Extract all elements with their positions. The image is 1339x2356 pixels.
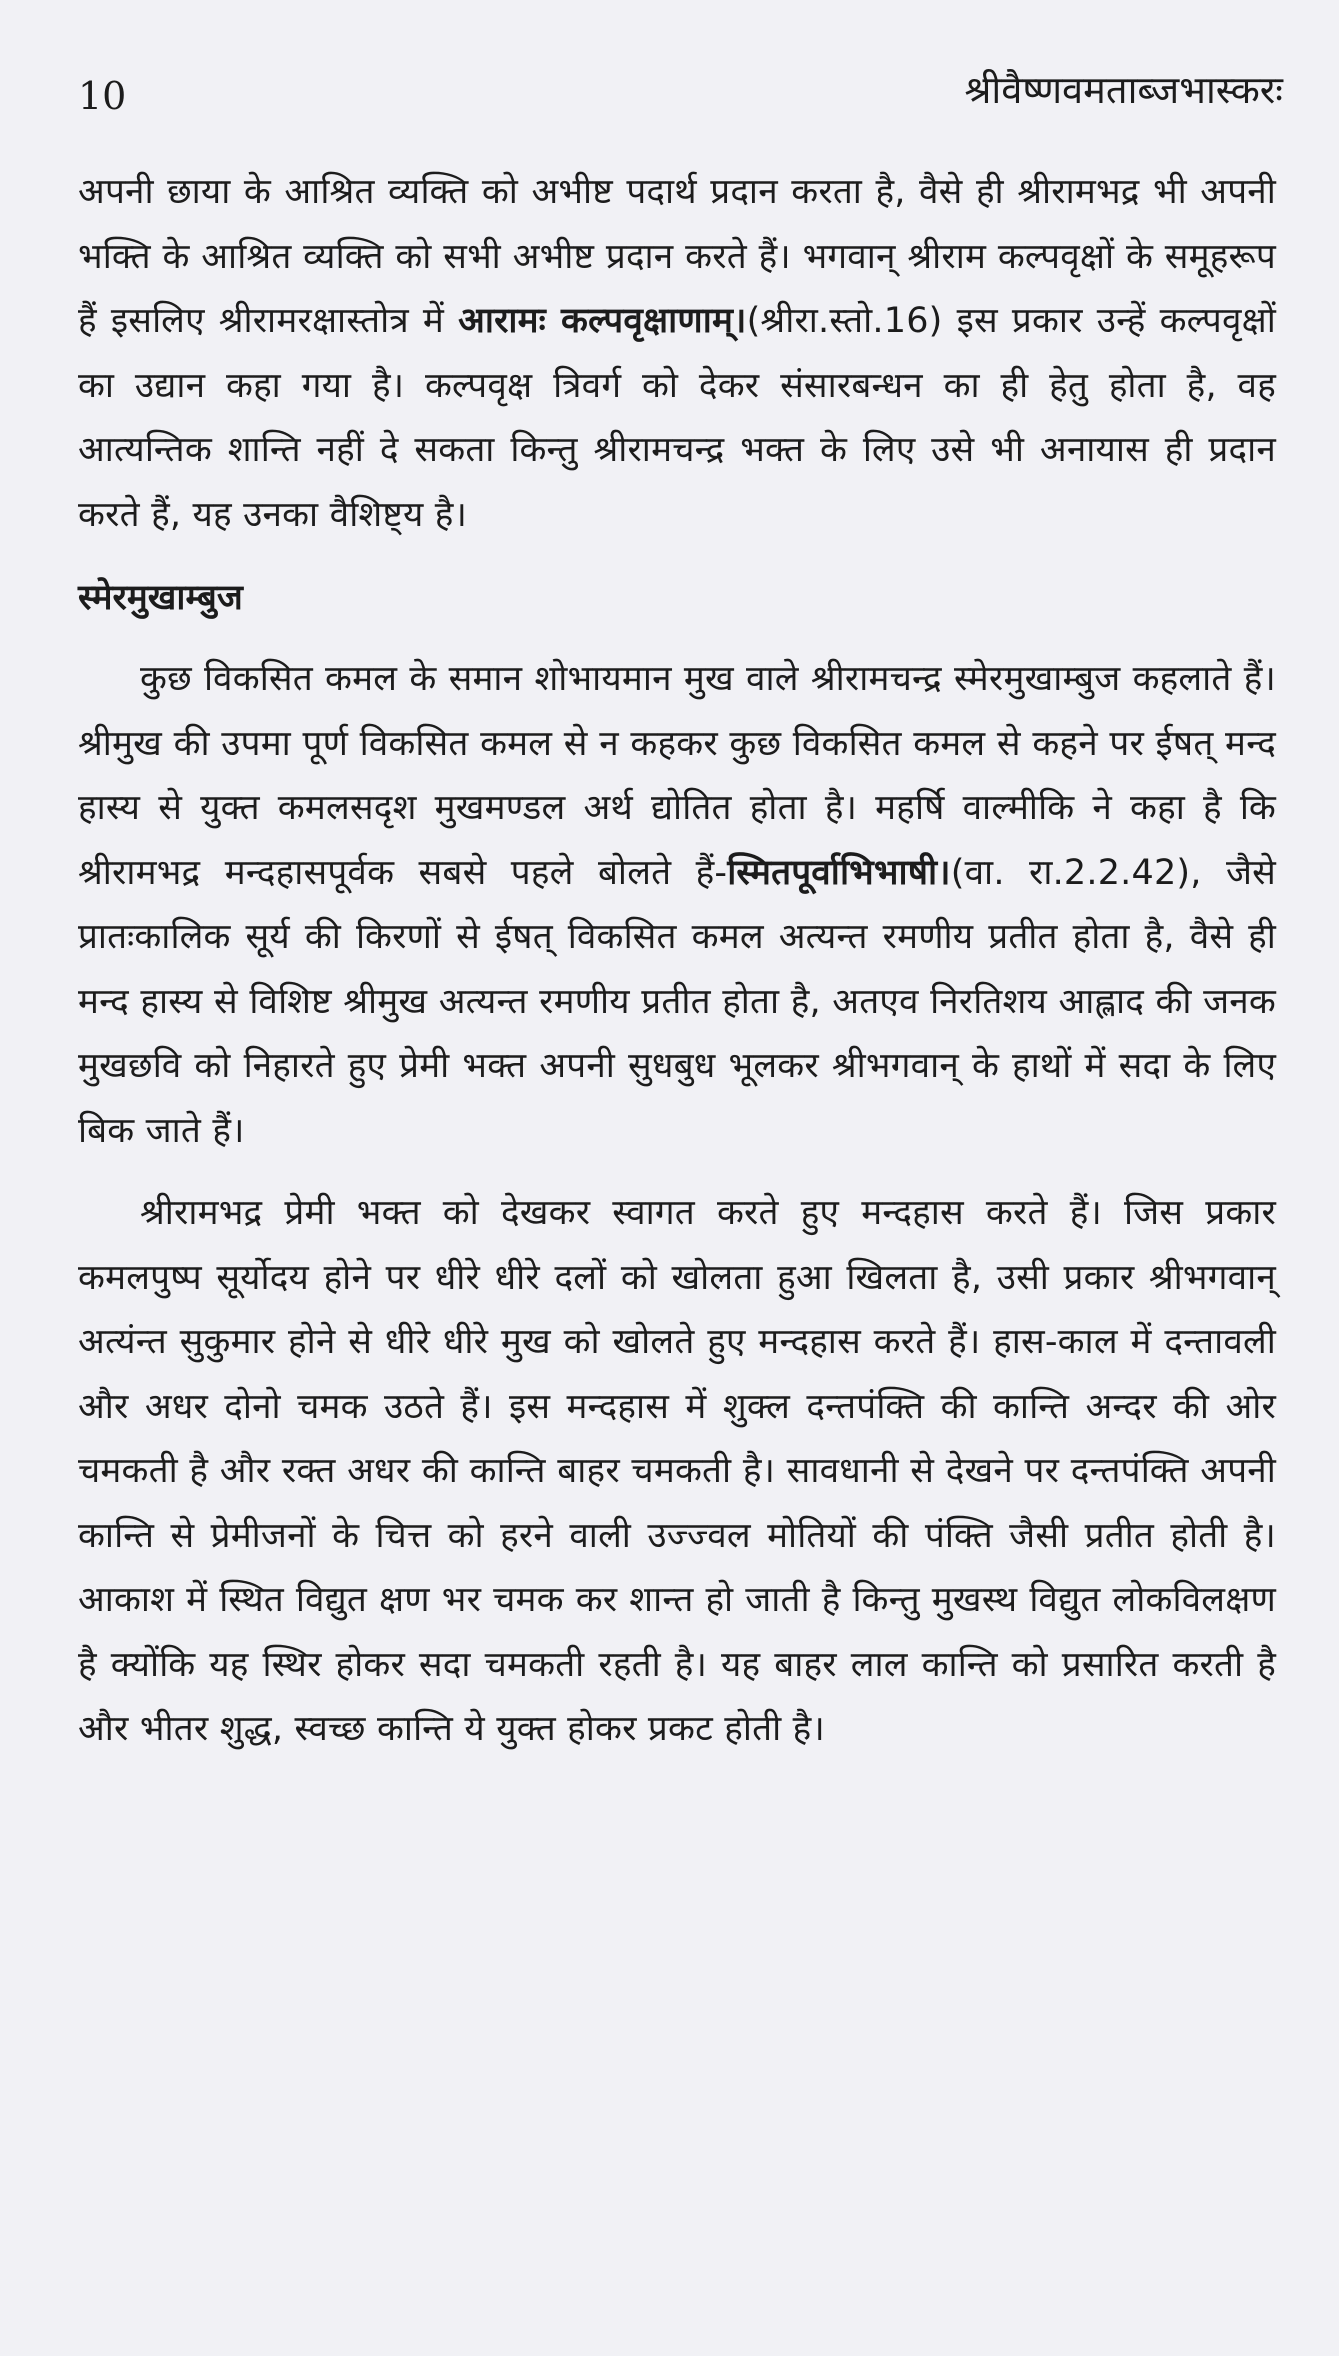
section-heading: स्मेरमुखाम्बुज [78, 578, 243, 618]
page-number: 10 [78, 74, 127, 118]
paragraph-text: (श्रीरा.स्तो.16) इस प्रकार उन्हें कल्पवृक्षों का उद्यान कहा गया है। कल्पवृक्ष त्रिवर्ग को देकर संसारबन्धन का ही हेतु होता है, वह आत्यन्तिक शान्ति नहीं दे सकता किन्तु श्रीरामचन्द्र भक्त के लिए उसे भी अनायास ही प्रदान करते हैं, यह उनका वैशिष्ट्य है। [78, 301, 1276, 535]
paragraph-mandahasa [78, 1181, 1276, 1762]
scripture-quote: स्मितपूर्वाभिभाषी। [727, 852, 951, 893]
paragraph-text: कुछ विकसित कमल के समान शोभायमान मुख वाले श्रीरामचन्द्र स्मेरमुखाम्बुज कहलाते हैं। श्रीमुख की उपमा पूर्ण विकसित कमल से न कहकर कुछ विकसित कमल से कहने पर ईषत् मन्द हास्य से युक्त कमलसदृश मुखमण्डल अर्थ द्योतित होता है। महर्षि वाल्मीकि ने कहा है कि श्रीरामभद्र मन्दहासपूर्वक सबसे पहले बोलते हैं- [78, 659, 1276, 893]
paragraph-smeramukhambuja [78, 647, 1276, 1163]
page-header [78, 66, 1283, 126]
paragraph-text: श्रीरामभद्र प्रेमी भक्त को देखकर स्वागत करते हुए मन्दहास करते हैं। जिस प्रकार कमलपुष्प सूर्योदय होने पर धीरे धीरे दलों को खोलता हुआ खिलता है, उसी प्रकार श्रीभगवान् अत्यंन्त सुकुमार होने से धीरे धीरे मुख को खोलते हुए मन्दहास करते हैं। हास-काल में दन्तावली और अधर दोनो चमक उठते हैं। इस मन्दहास में शुक्ल दन्तपंक्ति की कान्ति अन्दर की ओर चमकती है और रक्त अधर की कान्ति बाहर चमकती है। सावधानी से देखने पर दन्तपंक्ति अपनी कान्ति से प्रेमीजनों के चित्त को हरने वाली उज्ज्वल मोतियों की पंक्ति जैसी प्रतीत होती है। आकाश में स्थित विद्युत क्षण भर चमक कर शान्त हो जाती है किन्तु मुखस्थ विद्युत लोकविलक्षण है क्योंकि यह स्थिर होकर सदा चमकती रहती है। यह बाहर लाल कान्ति को प्रसारित करती है और भीतर शुद्ध, स्वच्छ कान्ति ये युक्त होकर प्रकट होती है। [78, 1193, 1276, 1749]
scripture-quote: आरामः कल्पवृक्षाणाम्। [458, 301, 747, 341]
running-title: श्रीवैष्णवमताब्जभास्करः [964, 68, 1283, 112]
paragraph-kalpavriksha [78, 160, 1276, 547]
page-body [78, 160, 1276, 1762]
paragraph-text: (वा. रा.2.2.42), जैसे प्रातःकालिक सूर्य की किरणों से ईषत् विकसित कमल अत्यन्त रमणीय प्रतीत होता है, वैसे ही मन्द हास्य से विशिष्ट श्रीमुख अत्यन्त रमणीय प्रतीत होता है, अतएव निरतिशय आह्लाद की जनक मुखछवि को निहारते हुए प्रेमी भक्त अपनी सुधबुध भूलकर श्रीभगवान् के हाथों में सदा के लिए बिक जाते हैं। [78, 852, 1277, 1151]
paragraph-text: अपनी छाया के आश्रित व्यक्ति को अभीष्ट पदार्थ प्रदान करता है, वैसे ही श्रीरामभद्र भी अपनी भक्ति के आश्रित व्यक्ति को सभी अभीष्ट प्रदान करते हैं। भगवान् श्रीराम कल्पवृक्षों के समूहरूप हैं इसलिए श्रीरामरक्षास्तोत्र में [78, 172, 1276, 341]
